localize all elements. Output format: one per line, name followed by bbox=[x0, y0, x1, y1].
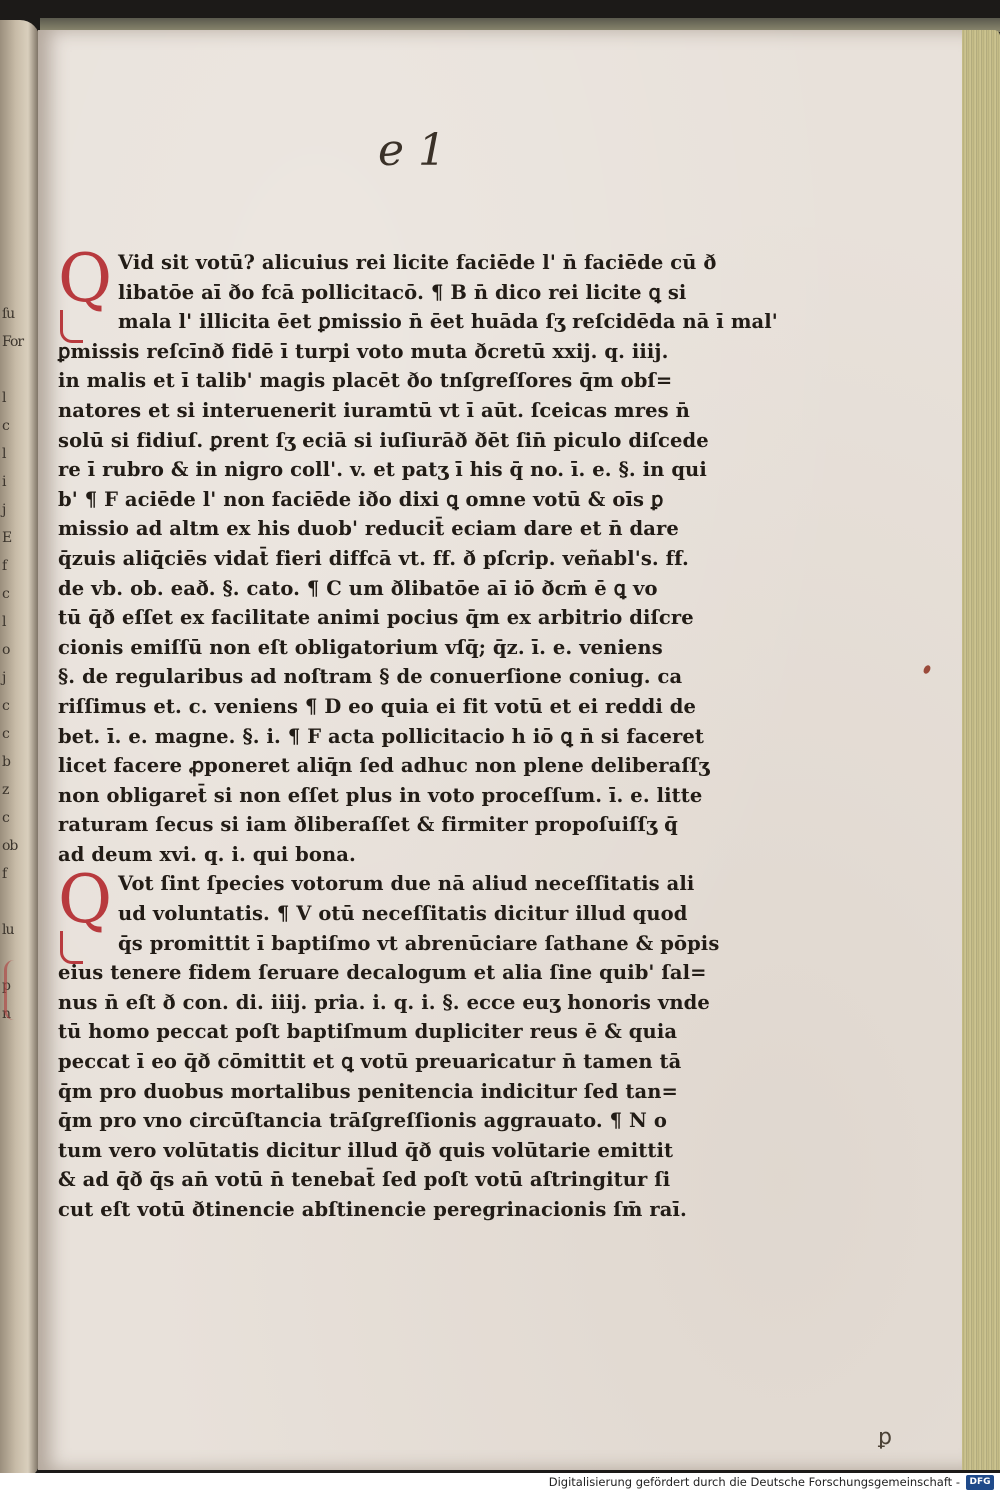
bottom-mark: ꝑ bbox=[878, 1425, 892, 1450]
left-facing-page bbox=[0, 20, 40, 1480]
text-line: non obligaret̄ si non eſſet plus in voto proceſſum. ī. e. litte bbox=[58, 783, 703, 807]
text-line: licet facere ꝓponeret aliq̄n ſed adhuc non plene deliberaſſʒ bbox=[58, 754, 710, 778]
text-line: ad deum xvi. q. i. qui bona. bbox=[58, 842, 356, 866]
text-line: ꝑmissis reſcīnð fidē ī turpi voto muta ðcretū xxij. q. iiij. bbox=[58, 339, 669, 363]
folio-number: e 1 bbox=[378, 125, 447, 176]
paragraph-lines bbox=[58, 248, 778, 869]
paragraph-2 bbox=[58, 861, 720, 1224]
text-line: cut eſt votū ðtinencie abſtinencie peregrinacionis ſm̄ raī. bbox=[58, 1198, 687, 1221]
text-line: in malis et ī talib' magis placēt ðo tnſgreſſores q̄m obſ= bbox=[58, 369, 673, 393]
rubric-initial: Q bbox=[58, 861, 113, 939]
text-line: missio ad altm ex his duob' reducit̄ eciam dare et n̄ dare bbox=[58, 517, 679, 541]
text-line: tum vero volūtatis dicitur illud q̄ð quis volūtarie emittit bbox=[58, 1138, 674, 1162]
text-line: mala l' illicita ēet ꝑmissio n̄ ēet huāda ſʒ reſcidēda nā ī mal' bbox=[118, 310, 778, 334]
initial-flourish bbox=[60, 931, 83, 964]
rubric-initial: Q bbox=[58, 240, 113, 317]
text-line: solū si fidiuſ. ꝑrent ſʒ eciā si iuſiurāð ðēt ſin̄ piculo diſcede bbox=[58, 428, 709, 452]
text-line: cionis emiſſū non eſt obligatorium vſq̄; q̄z. ī. e. veniens bbox=[58, 635, 663, 659]
text-line: raturam ſecus si iam ðliberaſſet & firmiter propoſuiſſʒ q̄ bbox=[58, 813, 678, 837]
left-page-rubric bbox=[4, 960, 33, 1020]
text-line: re ī rubro & in nigro coll'. v. et patʒ ī his q̄ no. ī. e. §. in qui bbox=[58, 458, 707, 482]
text-line: §. de regularibus ad noſtram § de conuerſione coniug. ca bbox=[58, 665, 683, 689]
initial-flourish bbox=[60, 310, 83, 343]
page-block-edges bbox=[962, 30, 1000, 1470]
text-line: ud voluntatis. ¶ V otū neceſſitatis dicitur illud quod bbox=[118, 902, 688, 926]
text-line: q̄zuis aliq̄ciēs vidat̄ fieri diffcā vt. ff. ð pſcrip. veñabl's. ff. bbox=[58, 546, 689, 570]
text-line: riſſimus et. c. veniens ¶ D eo quia ei fit votū et ei reddi de bbox=[58, 694, 696, 718]
text-line: nus n̄ eſt ð con. di. iiij. pria. i. q. i. §. ecce euʒ honoris vnde bbox=[58, 990, 710, 1014]
text-line: de vb. ob. eað. §. cato. ¶ C um ðlibatōe aī iō ðcm̄ ē ꝗ vo bbox=[58, 576, 658, 600]
text-line: tū homo peccat poſt baptiſmum dupliciter reus ē & quia bbox=[58, 1020, 678, 1044]
footer-bar bbox=[0, 1473, 1000, 1493]
text-line: natores et si interuenerit iuramtū vt ī aūt. ſceicas mres n̄ bbox=[58, 398, 690, 422]
manuscript-page bbox=[38, 30, 968, 1470]
text-line: Vot ſint ſpecies votorum due nā aliud neceſſitatis ali bbox=[118, 872, 695, 896]
text-line: peccat ī eo q̄ð cōmittit et ꝗ votū preuaricatur n̄ tamen tā bbox=[58, 1050, 682, 1074]
text-line: q̄s promittit ī baptiſmo vt abrenūciare ſathane & pōpis bbox=[118, 931, 720, 955]
left-page-fragment: ſu For l c l i j E f c l o j c c b z c ob f lu p n bbox=[2, 306, 24, 1022]
paragraph-1 bbox=[58, 240, 778, 869]
funding-credit: Digitalisierung gefördert durch die Deutsche Forschungsgemeinschaft - bbox=[548, 1475, 960, 1489]
text-line: & ad q̄ð q̄s an̄ votū n̄ tenebat̄ ſed poſt votū aſtringitur ſi bbox=[58, 1168, 671, 1192]
text-line: q̄m pro vno circūſtancia trāſgreſſionis aggrauato. ¶ N o bbox=[58, 1109, 667, 1133]
text-line: q̄m pro duobus mortalibus penitencia indicitur ſed tan= bbox=[58, 1079, 678, 1103]
text-line: tū q̄ð eſſet ex facilitate animi pocius q̄m ex arbitrio diſcre bbox=[58, 606, 694, 630]
text-line: bet. ī. e. magne. §. i. ¶ F acta pollicitacio h iō ꝗ n̄ si faceret bbox=[58, 724, 705, 748]
text-line: libatōe aī ðo fcā pollicitacō. ¶ B n̄ dico rei licite ꝗ si bbox=[118, 280, 687, 304]
text-line: eius tenere fidem ſeruare decalogum et alia ſine quib' ſal= bbox=[58, 961, 707, 985]
paragraph-lines bbox=[58, 869, 720, 1224]
text-block bbox=[58, 240, 778, 1225]
dfg-logo: DFG bbox=[966, 1475, 994, 1490]
ink-spot bbox=[922, 664, 932, 675]
text-line: Vid sit votū? alicuius rei licite faciēde l' n̄ faciēde cū ð bbox=[118, 251, 717, 274]
text-line: b' ¶ F aciēde l' non faciēde iðo dixi ꝗ omne votū & oīs ꝑ bbox=[58, 487, 664, 511]
